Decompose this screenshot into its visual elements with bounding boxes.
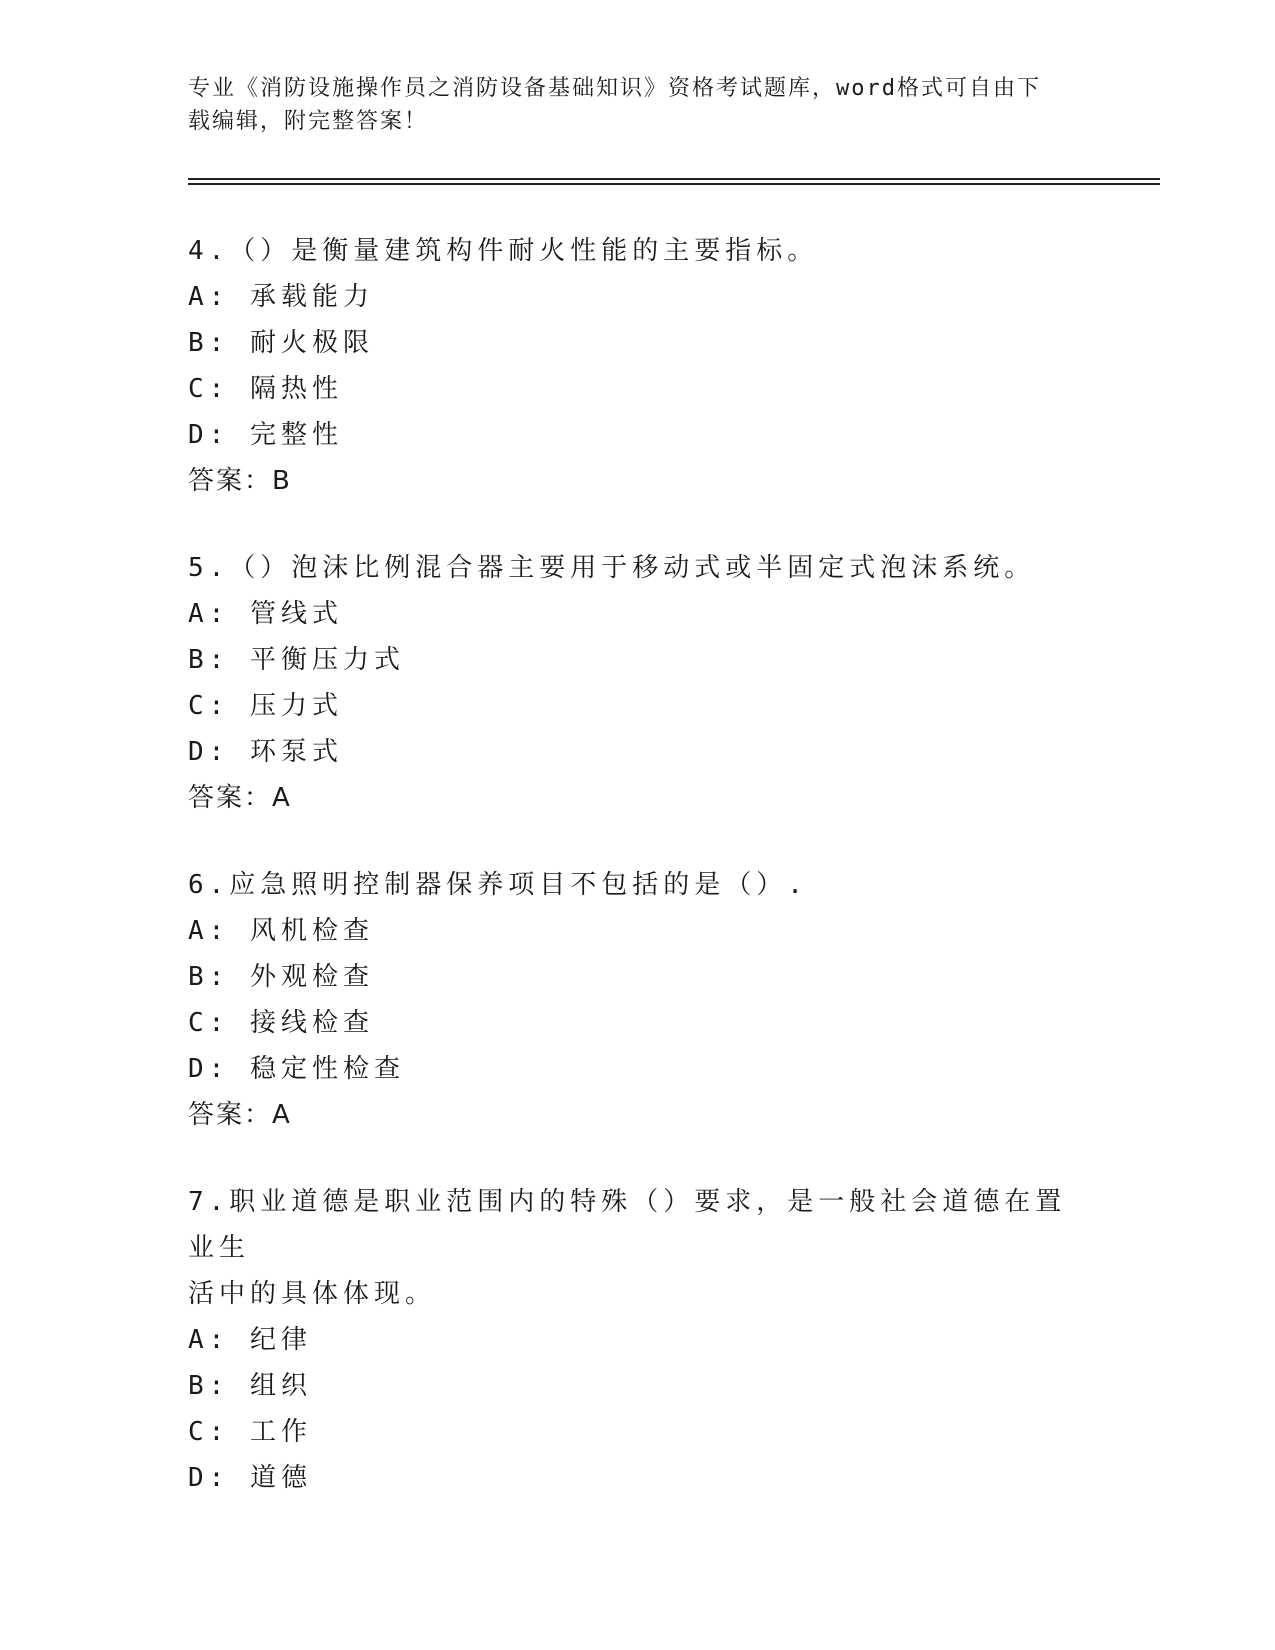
question-7 (188, 1179, 1088, 1501)
question-4 (188, 228, 1088, 504)
option-d: D: 完整性 (188, 420, 343, 450)
header-line-2: 载编辑，附完整答案！ (188, 109, 429, 134)
answer: 答案：A (188, 1100, 292, 1130)
question-list (188, 228, 1088, 1542)
question-stem: 6.应急照明控制器保养项目不包括的是（）. (188, 870, 808, 900)
option-b: B: 平衡压力式 (188, 645, 405, 675)
header-divider-bottom (188, 183, 1160, 185)
header-line-1: 专业《消防设施操作员之消防设备基础知识》资格考试题库，word格式可自由下 (188, 76, 1041, 101)
option-a: A: 纪律 (188, 1325, 312, 1355)
option-c: C: 接线检查 (188, 1008, 374, 1038)
answer: 答案：A (188, 783, 292, 813)
answer: 答案：B (188, 466, 292, 496)
option-d: D: 环泵式 (188, 737, 343, 767)
question-6 (188, 862, 1088, 1138)
question-5 (188, 545, 1088, 821)
question-stem: 7.职业道德是职业范围内的特殊（）要求，是一般社会道德在置业生 (188, 1187, 1067, 1263)
document-header (188, 72, 1088, 138)
option-d: D: 道德 (188, 1463, 312, 1493)
option-b: B: 耐火极限 (188, 328, 374, 358)
option-c: C: 压力式 (188, 691, 343, 721)
option-d: D: 稳定性检查 (188, 1054, 405, 1084)
option-b: B: 组织 (188, 1371, 312, 1401)
question-stem-continued: 活中的具体体现。 (188, 1279, 437, 1309)
option-a: A: 管线式 (188, 599, 343, 629)
header-divider-top (188, 178, 1160, 180)
option-b: B: 外观检查 (188, 962, 374, 992)
question-stem: 4.（）是衡量建筑构件耐火性能的主要指标。 (188, 236, 819, 266)
question-stem: 5.（）泡沫比例混合器主要用于移动式或半固定式泡沫系统。 (188, 553, 1036, 583)
option-a: A: 承载能力 (188, 282, 374, 312)
option-a: A: 风机检查 (188, 916, 374, 946)
option-c: C: 隔热性 (188, 374, 343, 404)
option-c: C: 工作 (188, 1417, 312, 1447)
